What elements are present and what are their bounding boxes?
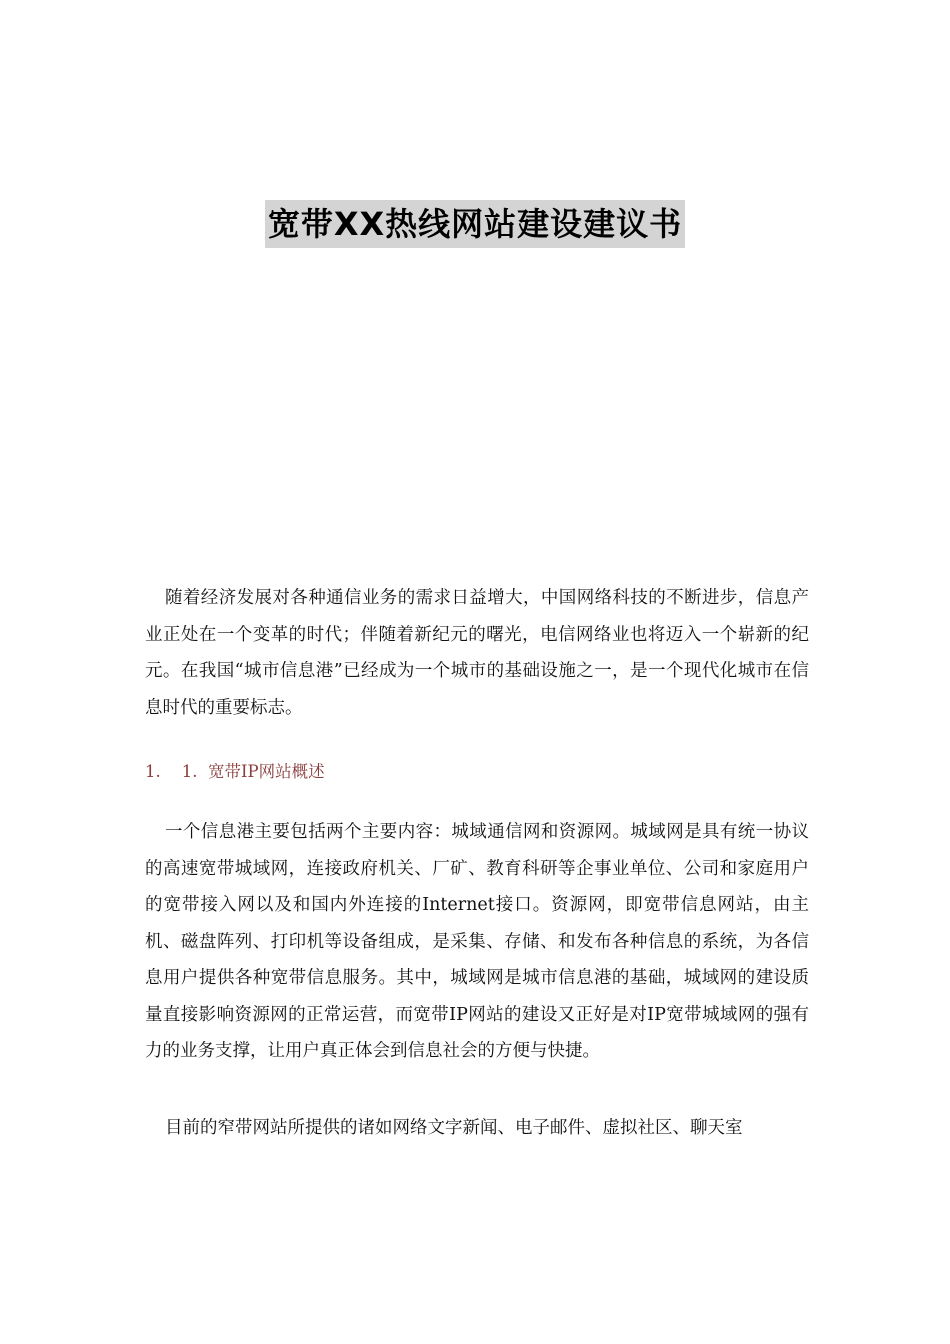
intro-paragraph: 随着经济发展对各种通信业务的需求日益增大，中国网络科技的不断进步，信息产业正处在一个变革的时代；伴随着新纪元的曙光，电信网络业也将迈入一个崭新的纪元。在我国“城市信息港”已经成为一个城市的基础设施之一，是一个现代化城市在信息时代的重要标志。 — [145, 588, 809, 718]
section-heading — [145, 758, 809, 786]
document-title: 宽带XX热线网站建设建议书 — [265, 200, 685, 248]
section-number-inner: 1. — [181, 762, 198, 781]
section-paragraph: 一个信息港主要包括两个主要内容：城域通信网和资源网。城域网是具有统一协议的高速宽带城域网，连接政府机关、厂矿、教育科研等企事业单位、公司和家庭用户的宽带接入网以及和国内外连接的Internet接口。资源网，即宽带信息网站，由主机、磁盘阵列、打印机等设备组成，是采集、存储、和发布各种信息的系统，为各信息用户提供各种宽带信息服务。其中，城域网是城市信息港的基础，城域网的建设质量直接影响资源网的正常运营，而宽带IP网站的建设又正好是对IP宽带城域网的强有力的业务支撑，让用户真正体会到信息社会的方便与快捷。 — [145, 822, 809, 1061]
section-paragraph-continued: 目前的窄带网站所提供的诸如网络文字新闻、电子邮件、虚拟社区、聊天室 — [165, 1118, 743, 1138]
section-number-outer: 1. — [145, 762, 161, 781]
title-container — [0, 200, 950, 248]
section-heading-text: 宽带IP网站概述 — [207, 762, 325, 781]
